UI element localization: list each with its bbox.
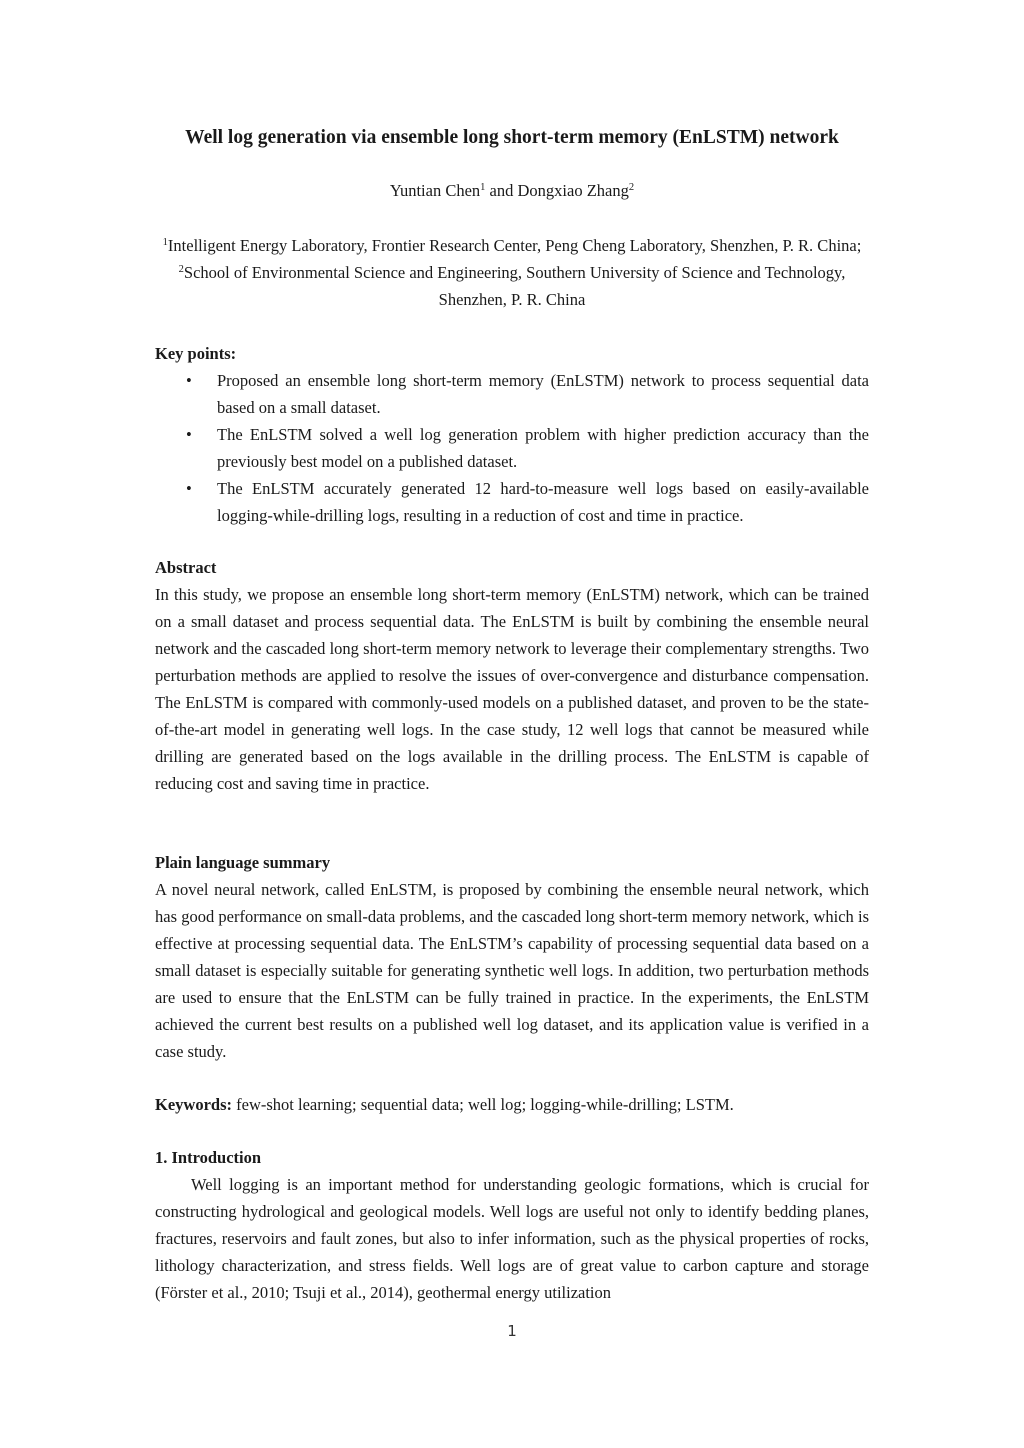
affiliation-2-mark: 2 xyxy=(178,264,184,275)
keywords-line xyxy=(155,1091,869,1118)
author-conjunction: and xyxy=(485,181,518,200)
page-number: 1 xyxy=(507,1322,517,1340)
abstract-section xyxy=(155,554,869,797)
author-1-affil-mark: 1 xyxy=(480,182,486,193)
author-2: Dongxiao Zhang xyxy=(517,181,629,200)
introduction-section xyxy=(155,1144,869,1306)
key-points-list xyxy=(155,367,869,529)
keywords-text: few-shot learning; sequential data; well log; logging-while-drilling; LSTM. xyxy=(232,1095,734,1114)
summary-section xyxy=(155,849,869,1065)
author-2-affil-mark: 2 xyxy=(628,182,635,193)
bullet-icon: • xyxy=(186,371,192,390)
key-points-heading: Key points: xyxy=(155,344,237,363)
summary-heading: Plain language summary xyxy=(155,853,331,872)
key-point-text: The EnLSTM accurately generated 12 hard-to-measure well logs based on easily-available logging-while-drilling logs, resulting in a reduction of cost and time in practice. xyxy=(217,479,869,525)
bullet-icon: • xyxy=(186,479,192,498)
bullet-icon: • xyxy=(186,425,192,444)
key-point-item xyxy=(155,421,869,475)
keywords-label: Keywords: xyxy=(155,1095,232,1114)
key-point-text: Proposed an ensemble long short-term memory (EnLSTM) network to process sequential data based on a small dataset. xyxy=(217,371,869,417)
affiliation-1-mark: 1 xyxy=(162,237,168,248)
author-1: Yuntian Chen xyxy=(389,181,481,200)
affiliation-2: School of Environmental Science and Engineering, Southern University of Science and Technology, Shenzhen, P. R. China xyxy=(183,263,846,309)
paper-title: Well log generation via ensemble long short-term memory (EnLSTM) network xyxy=(185,127,839,148)
key-point-text: The EnLSTM solved a well log generation problem with higher prediction accuracy than the previously best model on a published dataset. xyxy=(217,425,869,471)
affiliation-1: Intelligent Energy Laboratory, Frontier Research Center, Peng Cheng Laboratory, Shenzhen, P. R. China; xyxy=(167,236,862,255)
key-point-item xyxy=(155,367,869,421)
summary-text: A novel neural network, called EnLSTM, is proposed by combining the ensemble neural network, which has good performance on small-data problems, and the cascaded long short-term memory network, which is effective at processing sequential data. The EnLSTM’s capability of processing sequential data based on a small dataset is especially suitable for generating synthetic well logs. In addition, two perturbation methods are used to ensure that the EnLSTM can be fully trained in practice. In the experiments, the EnLSTM achieved the current best results on a published well log dataset, and its application value is verified in a case study. xyxy=(155,880,869,1061)
key-points-section xyxy=(155,340,869,529)
key-point-item xyxy=(155,475,869,529)
abstract-text: In this study, we propose an ensemble long short-term memory (EnLSTM) network, which can be trained on a small dataset and process sequential data. The EnLSTM is built by combining the ensemble neural network and the cascaded long short-term memory network to leverage their complementary strengths. Two perturbation methods are applied to resolve the issues of over-convergence and disturbance compensation. The EnLSTM is compared with commonly-used models on a published dataset, and proven to be the state-of-the-art model in generating well logs. In the case study, 12 well logs that cannot be measured while drilling are generated based on the logs available in the drilling process. The EnLSTM is capable of reducing cost and saving time in practice. xyxy=(155,585,869,793)
affiliations xyxy=(155,232,869,313)
author-line xyxy=(0,178,1024,204)
introduction-text: Well logging is an important method for understanding geologic formations, which is crucial for constructing hydrological and geological models. Well logs are useful not only to identify bedding planes, fractures, reservoirs and fault zones, but also to infer information, such as the physical properties of rocks, lithology characterization, and stress fields. Well logs are of great value to carbon capture and storage (Förster et al., 2010; Tsuji et al., 2014), geothermal energy utilization xyxy=(155,1175,869,1302)
abstract-heading: Abstract xyxy=(155,558,217,577)
introduction-heading: 1. Introduction xyxy=(155,1148,262,1167)
